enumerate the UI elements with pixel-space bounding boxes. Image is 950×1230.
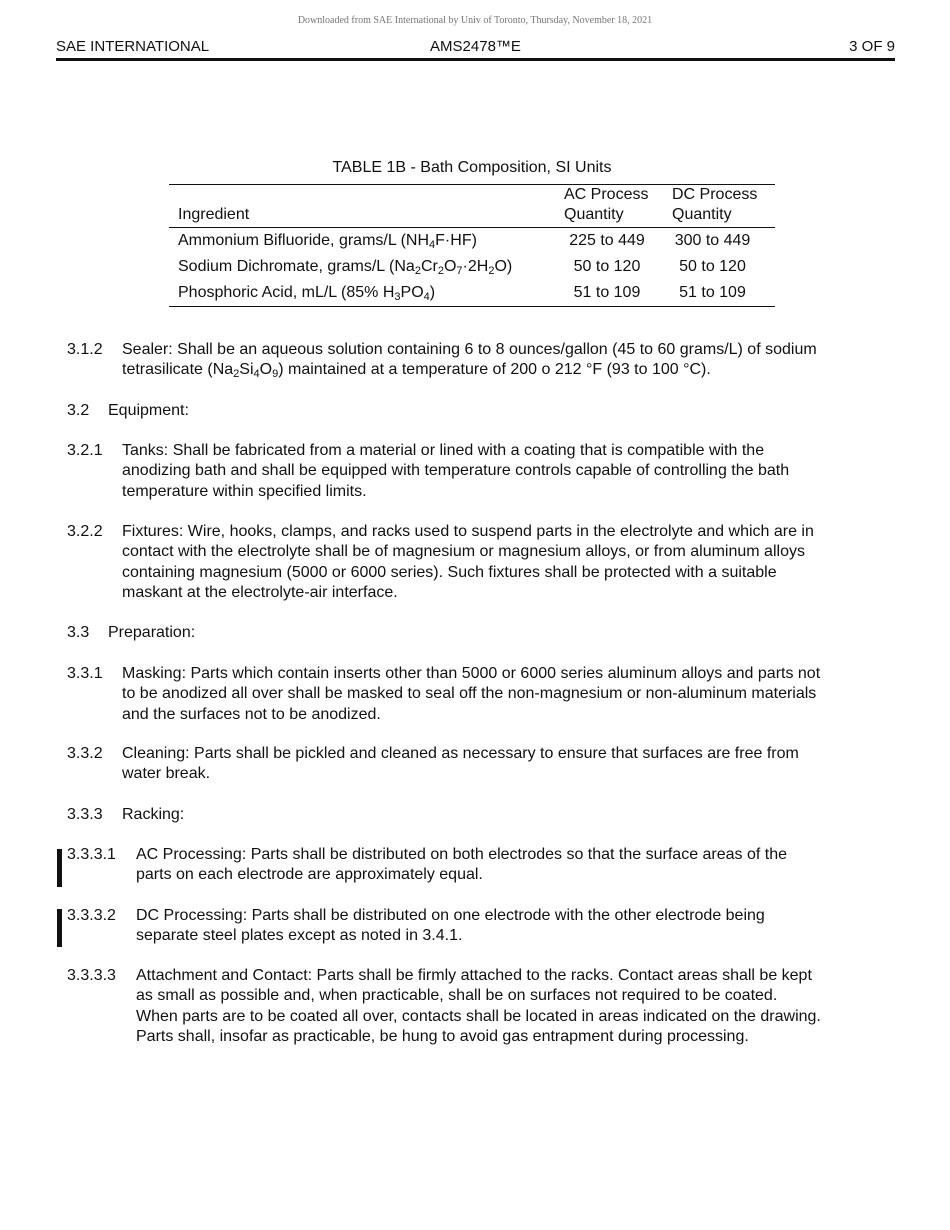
section-text-line: parts on each electrode are approximately equal. xyxy=(136,866,483,884)
section-text-line: maskant at the electrolyte-air interface. xyxy=(122,583,398,601)
section-text-line: Fixtures: Wire, hooks, clamps, and racks used to suspend parts in the electrolyte and which are in xyxy=(122,523,814,540)
section-text-line: as small as possible and, when practicable, shall be on surfaces not required to be coated. xyxy=(136,987,778,1005)
dc-quantity-cell: 51 to 109 xyxy=(679,284,746,301)
section-number: 3.3.2 xyxy=(67,745,103,762)
header-dc-line2: Quantity xyxy=(672,206,732,223)
bath-composition-table xyxy=(169,184,775,307)
section-number: 3.3.3.3 xyxy=(67,967,116,984)
section-number: 3.3.1 xyxy=(67,665,103,682)
download-notice: Downloaded from SAE International by Univ of Toronto, Thursday, November 18, 2021 xyxy=(297,15,653,26)
section-heading: Equipment: xyxy=(108,402,189,419)
page-header xyxy=(56,38,895,61)
section-text-line: to be anodized all over shall be masked to seal off the non-magnesium or non-aluminum materials xyxy=(122,685,817,703)
header-page-number: 3 OF 9 xyxy=(849,38,895,55)
section-text-line: Cleaning: Parts shall be pickled and cleaned as necessary to ensure that surfaces are free from xyxy=(122,745,799,762)
section-heading: Preparation: xyxy=(108,624,196,641)
section-text-line: Tanks: Shall be fabricated from a material or lined with a coating that is compatible with the xyxy=(122,442,765,459)
section-text-line: Masking: Parts which contain inserts other than 5000 or 6000 series aluminum alloys and parts not xyxy=(122,665,821,682)
section-number: 3.2 xyxy=(67,402,90,419)
dc-quantity-cell: 300 to 449 xyxy=(674,232,751,249)
ingredient-cell: Ammonium Bifluoride, grams/L $(NH_4F\cdot HF)$ xyxy=(178,232,477,251)
table-title: TABLE 1B - Bath Composition, SI Units xyxy=(332,159,612,176)
section-number: 3.1.2 xyxy=(67,341,103,358)
section-text-line: temperature within specified limits. xyxy=(122,482,367,500)
section-text-line: and the surfaces not to be anodized. xyxy=(122,705,381,723)
header-ac-line1: AC Process xyxy=(564,186,649,203)
ingredient-cell: Phosphoric Acid, mL/L (85% $H_3PO_4$) xyxy=(178,284,436,303)
section-text-line: water break. xyxy=(122,765,211,783)
section-heading: Racking: xyxy=(122,806,185,823)
ac-quantity-cell: 50 to 120 xyxy=(573,258,641,275)
section-number: 3.3.3.1 xyxy=(67,846,116,863)
section-text-line: Sealer: Shall be an aqueous solution containing 6 to 8 ounces/gallon (45 to 60 grams/L) of sodium xyxy=(122,341,817,358)
dc-quantity-cell: 50 to 120 xyxy=(679,258,746,275)
section-text-line: AC Processing: Parts shall be distributed on both electrodes so that the surface areas of the xyxy=(136,846,788,863)
section-number: 3.3 xyxy=(67,624,90,641)
header-ingredient: Ingredient xyxy=(178,206,250,223)
ingredient-cell: Sodium Dichromate, grams/L $(Na_2Cr_2O_7\cdot 2H_2O)$ xyxy=(178,258,513,277)
header-ac-quantity xyxy=(564,185,672,228)
section-number: 3.2.1 xyxy=(67,442,103,459)
header-org: SAE INTERNATIONAL xyxy=(56,38,210,55)
header-doc-id: AMS2478™E xyxy=(430,38,521,55)
revision-change-bar xyxy=(57,849,62,887)
table-row xyxy=(169,254,775,280)
section-text-line: separate steel plates except as noted in 3.4.1. xyxy=(136,927,463,945)
section-text-line: tetrasilicate $(Na_2Si_4O_9)$ maintained at a temperature of 200 o 212 °F (93 to 100 °C). xyxy=(122,361,711,381)
section-text-line: contact with the electrolyte shall be of magnesium or magnesium alloys, or from aluminum alloys xyxy=(122,543,805,561)
ac-quantity-cell: 51 to 109 xyxy=(573,284,641,301)
section-text-line: anodizing bath and shall be equipped with temperature controls capable of controlling the bath xyxy=(122,462,790,480)
table-row xyxy=(169,280,775,307)
section-number: 3.3.3 xyxy=(67,806,103,823)
section-number: 3.3.3.2 xyxy=(67,907,116,924)
ac-quantity-cell: 225 to 449 xyxy=(569,232,645,249)
section-number: 3.2.2 xyxy=(67,523,103,540)
table-row xyxy=(169,228,775,255)
header-dc-quantity xyxy=(672,185,775,228)
table-header-row xyxy=(169,185,775,228)
section-text-line: When parts are to be coated all over, contacts shall be located in areas indicated on the drawing. xyxy=(136,1007,821,1025)
section-text-line: Attachment and Contact: Parts shall be firmly attached to the racks. Contact areas shall be kept xyxy=(136,967,812,984)
section-text-line: DC Processing: Parts shall be distributed on one electrode with the other electrode being xyxy=(136,907,765,924)
revision-change-bar xyxy=(57,909,62,947)
section-text-line: containing magnesium (5000 or 6000 series). Such fixtures shall be protected with a suitable xyxy=(122,563,777,581)
header-dc-line1: DC Process xyxy=(672,186,758,203)
header-ac-line2: Quantity xyxy=(564,206,624,223)
section-text-line: Parts shall, insofar as practicable, be hung to avoid gas entrapment during processing. xyxy=(136,1027,749,1045)
